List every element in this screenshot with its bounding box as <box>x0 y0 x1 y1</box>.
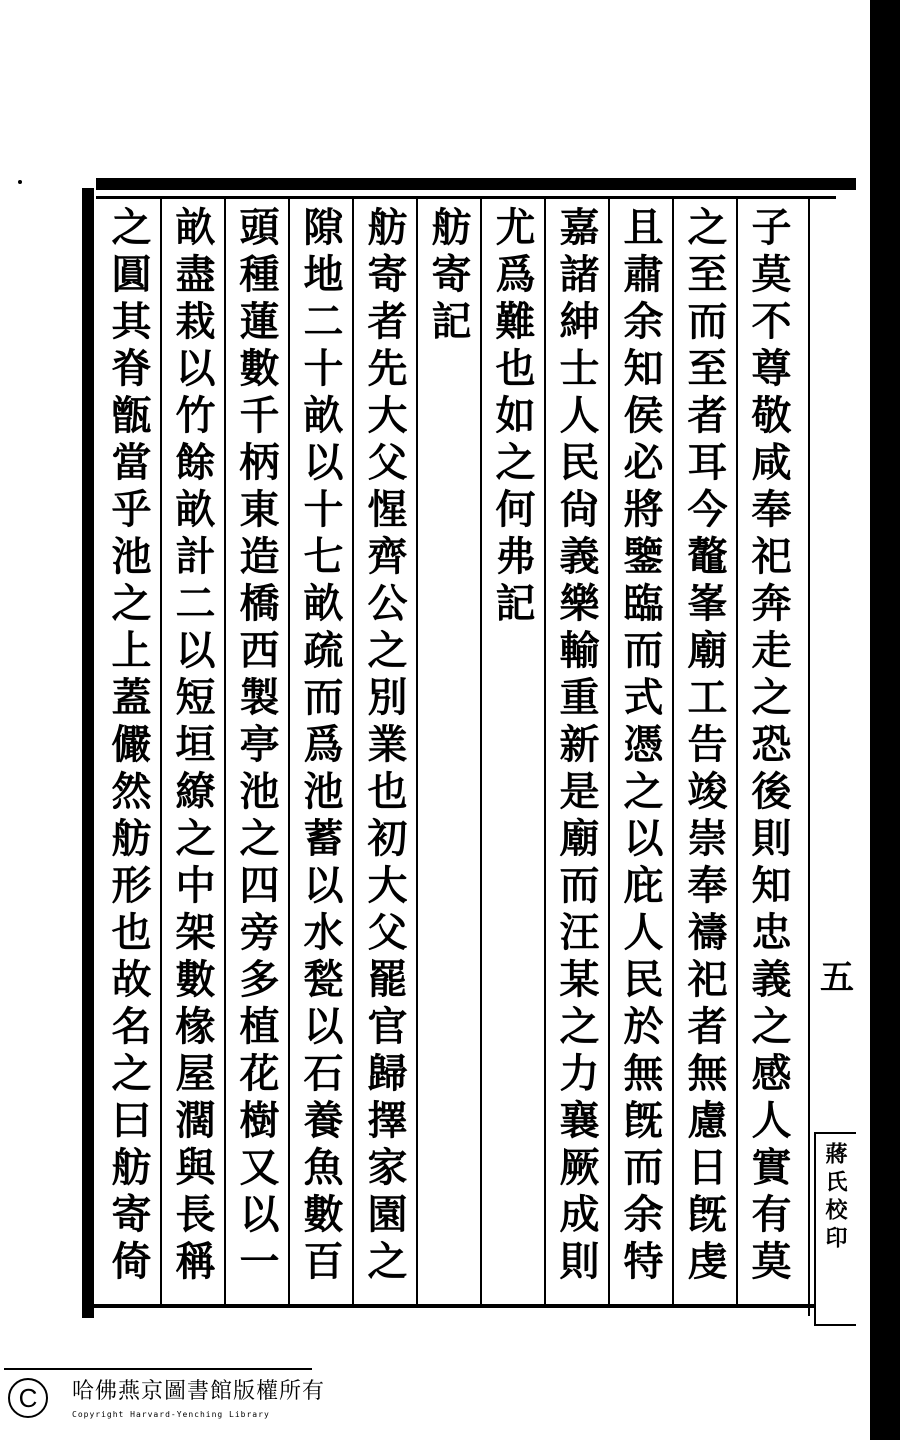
column-rule <box>224 198 226 1304</box>
margin-label-box <box>814 1132 856 1326</box>
column-rule <box>480 198 482 1304</box>
frame-top-inner-border <box>96 196 836 199</box>
column-rule <box>352 198 354 1304</box>
binding-edge <box>870 0 900 1440</box>
scan-speck <box>18 180 22 184</box>
text-column-7: 舫寄者先大父惺齊公之別業也初大父罷官歸擇家園之 <box>361 206 408 1287</box>
margin-label-text: 蔣氏校印 <box>822 1142 848 1254</box>
margin-page-mark: 五 <box>820 958 854 998</box>
column-rule <box>544 198 546 1304</box>
text-column-2: 之至而至者耳今鼇峯廟工告竣崇奉禱祀者無慮日旣虔 <box>681 206 728 1287</box>
text-column-5: 尤爲難也如之何弗記 <box>489 206 536 629</box>
column-rule <box>608 198 610 1304</box>
frame-left-border <box>82 188 94 1318</box>
column-rule <box>416 198 418 1304</box>
column-rule <box>288 198 290 1304</box>
text-column-10: 畝盡栽以竹餘畝計二以短垣繚之中架數椽屋濶與長稱 <box>169 206 216 1287</box>
text-column-9: 頭種蓮數千柄東造橋西製亭池之四旁多植花樹又以一 <box>233 206 280 1287</box>
text-column-1: 子莫不尊敬咸奉祀奔走之恐後則知忠義之感人實有莫 <box>745 206 792 1287</box>
frame-right-border <box>808 196 810 1316</box>
column-rule <box>736 198 738 1304</box>
section-title: 舫寄記 <box>425 206 472 347</box>
copyright-english: Copyright Harvard-Yenching Library <box>72 1410 270 1419</box>
copyright-icon: C <box>8 1378 48 1418</box>
frame-top-border <box>96 178 856 190</box>
text-column-11: 之圓其脊甑當乎池之上蓋儼然舫形也故名之曰舫寄倚 <box>105 206 152 1287</box>
column-rule <box>160 198 162 1304</box>
copyright-chinese: 哈佛燕京圖書館版權所有 <box>72 1379 326 1404</box>
frame-bottom-border <box>82 1304 822 1308</box>
text-column-3: 且肅余知侯必將鑒臨而式憑之以庇人民於無旣而余特 <box>617 206 664 1287</box>
column-rule <box>672 198 674 1304</box>
text-column-8: 隙地二十畝以十七畝疏而爲池蓄以水甃以石養魚數百 <box>297 206 344 1287</box>
text-column-4: 嘉諸紳士人民尙義樂輸重新是廟而汪某之力襄厥成則 <box>553 206 600 1287</box>
